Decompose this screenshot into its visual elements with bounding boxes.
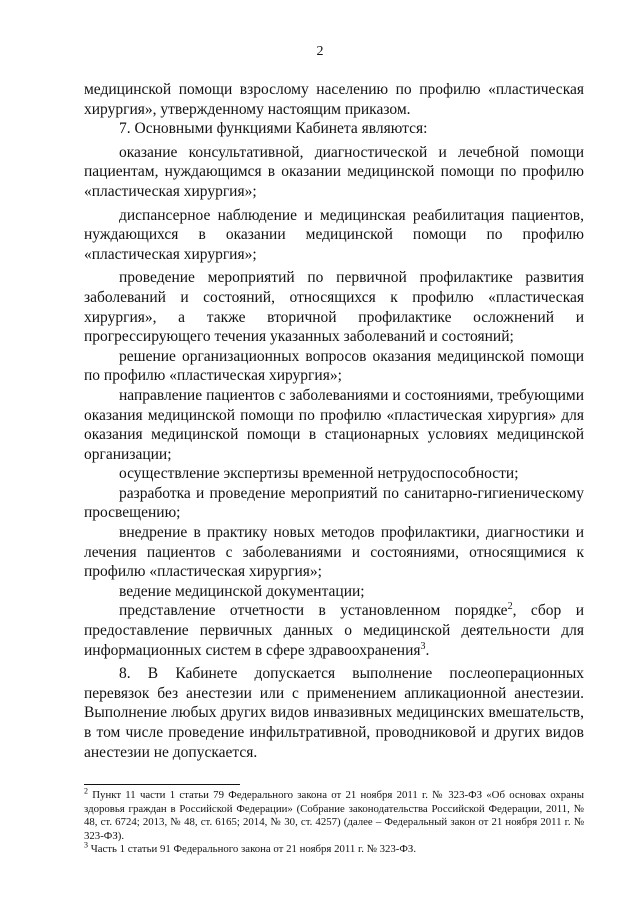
paragraph-function-dispensary: диспансерное наблюдение и медицинская реабилитация пациентов, нуждающихся в оказании медицинской помощи по профилю «пластическая хирургия»;	[84, 206, 584, 263]
paragraph-function-prevention: проведение мероприятий по первичной профилактике развития заболеваний и состояний, относящихся к профилю «пластическая хирургия», а также вторичной профилактике осложнений и прогрессирующего течения указанных заболеваний и состояний;	[84, 269, 584, 346]
paragraph-function-organizational: решение организационных вопросов оказания медицинской помощи по профилю «пластическая хирургия»;	[84, 347, 584, 385]
footnote-3-text: Часть 1 статьи 91 Федерального закона от 21 ноября 2011 г. № 323-ФЗ.	[88, 843, 417, 856]
paragraph-function-expertise: осуществление экспертизы временной нетрудоспособности;	[119, 465, 519, 483]
footnote-mark-3: 3	[84, 840, 88, 850]
paragraph-function-reporting	[84, 601, 584, 660]
reporting-text-part1: представление отчетности в установленном порядке	[119, 602, 508, 620]
paragraph-function-innovation: внедрение в практику новых методов профилактики, диагностики и лечения пациентов с заболеваниями и состояниями, относящимися к профилю «пластическая хирургия»;	[84, 524, 584, 581]
footnote-3	[84, 840, 584, 857]
footnote-2-text: Пункт 11 части 1 статьи 79 Федерального закона от 21 ноября 2011 г. № 323-ФЗ «Об основах охраны здоровья граждан в Российской Федерации» (Собрание законодательства Российской Федерации, 2011, № 48, ст. 6724; 2013, № 48, ст. 6165; 2014, № 30, ст. 4257) (далее – Федеральный закон от 21 ноября 2011 г. № 323-ФЗ).	[84, 789, 584, 842]
paragraph-function-referral: направление пациентов с заболеваниями и состояниями, требующими оказания медицинской помощи по профилю «пластическая хирургия» для оказания медицинской помощи в стационарных условиях медицинской организации;	[84, 386, 584, 463]
paragraph-item-7-heading: 7. Основными функциями Кабинета являются:	[119, 120, 428, 138]
paragraph-function-education: разработка и проведение мероприятий по санитарно-гигиеническому просвещению;	[84, 484, 584, 522]
footnote-divider	[84, 784, 240, 785]
footnote-ref-3[interactable]: 3	[420, 640, 426, 652]
footnotes	[84, 786, 584, 857]
paragraph-continuation: медицинской помощи взрослому населению по профилю «пластическая хирургия», утвержденному настоящим приказом.	[84, 81, 584, 118]
paragraph-item-8: 8. В Кабинете допускается выполнение послеоперационных перевязок без анестезии или с применением апликационной анестезии. Выполнение любых других видов инвазивных медицинских вмешательств, в том числе проведение инфильтративной, проводниковой и других видов анестезии не допускается.	[84, 665, 584, 761]
footnote-2	[84, 786, 584, 843]
reporting-text-part3: .	[425, 641, 430, 659]
document-body	[84, 80, 584, 762]
paragraph-function-consultative: оказание консультативной, диагностической и лечебной помощи пациентам, нуждающимся в оказании медицинской помощи по профилю «пластическая хирургия»;	[84, 143, 584, 200]
footnote-ref-2[interactable]: 2	[507, 601, 513, 613]
footnote-mark-2: 2	[84, 786, 88, 796]
paragraph-function-documentation: ведение медицинской документации;	[119, 582, 365, 600]
page-number: 2	[316, 44, 324, 59]
reporting-text-part2: , сбор и предоставление первичных данных о медицинской деятельности для информационных систем в сфере здравоохранения	[84, 602, 584, 659]
